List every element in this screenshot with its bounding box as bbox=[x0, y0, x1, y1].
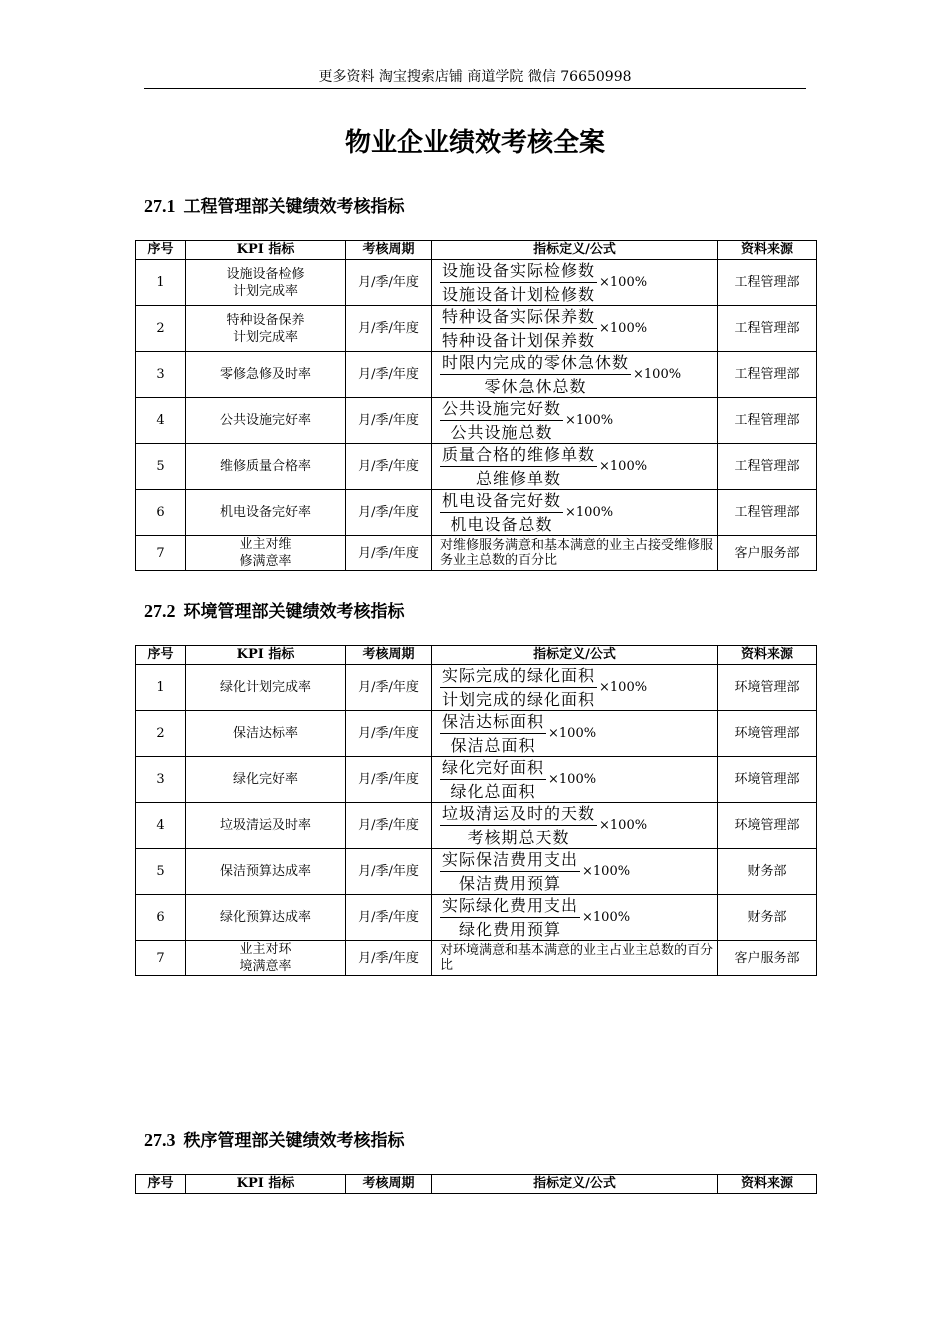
formula-multiplier: ×100% bbox=[565, 505, 614, 520]
formula bbox=[432, 490, 717, 535]
formula bbox=[432, 260, 717, 305]
row-number: 3 bbox=[136, 757, 186, 803]
formula bbox=[432, 803, 717, 848]
fraction bbox=[440, 490, 563, 535]
review-period: 月/季/年度 bbox=[346, 444, 432, 490]
formula-multiplier: ×100% bbox=[599, 680, 648, 695]
data-source: 客户服务部 bbox=[718, 536, 817, 571]
row-number: 2 bbox=[136, 711, 186, 757]
header-period: 考核周期 bbox=[346, 646, 432, 665]
table-row bbox=[136, 757, 817, 803]
formula-multiplier: ×100% bbox=[599, 818, 648, 833]
data-source: 工程管理部 bbox=[718, 260, 817, 306]
formula-numerator: 绿化完好面积 bbox=[440, 757, 546, 780]
table-row bbox=[136, 665, 817, 711]
kpi-name: 绿化完好率 bbox=[186, 757, 346, 803]
data-source: 环境管理部 bbox=[718, 665, 817, 711]
formula bbox=[432, 352, 717, 397]
row-number: 7 bbox=[136, 536, 186, 571]
formula-denominator: 特种设备计划保养数 bbox=[442, 331, 596, 350]
definition-formula bbox=[432, 803, 718, 849]
data-source: 环境管理部 bbox=[718, 711, 817, 757]
header-kpi: KPI 指标 bbox=[186, 1175, 346, 1194]
formula-multiplier: ×100% bbox=[548, 772, 597, 787]
header-source: 资料来源 bbox=[718, 241, 817, 260]
table-row bbox=[136, 444, 817, 490]
definition-formula bbox=[432, 444, 718, 490]
kpi-name: 业主对维 修满意率 bbox=[186, 536, 346, 571]
formula-numerator: 垃圾清运及时的天数 bbox=[440, 803, 597, 826]
data-source: 工程管理部 bbox=[718, 306, 817, 352]
formula-denominator: 计划完成的绿化面积 bbox=[442, 690, 596, 709]
formula-numerator: 实际绿化费用支出 bbox=[440, 895, 580, 918]
formula-denominator: 考核期总天数 bbox=[467, 828, 570, 847]
formula-multiplier: ×100% bbox=[565, 413, 614, 428]
formula-numerator: 特种设备实际保养数 bbox=[440, 306, 597, 329]
fraction bbox=[440, 260, 597, 305]
kpi-table-engineering bbox=[135, 240, 817, 571]
fraction bbox=[440, 757, 546, 802]
fraction bbox=[440, 849, 580, 894]
kpi-name: 机电设备完好率 bbox=[186, 490, 346, 536]
review-period: 月/季/年度 bbox=[346, 849, 432, 895]
table-row bbox=[136, 895, 817, 941]
section-title: 秩序管理部关键绩效考核指标 bbox=[183, 1131, 405, 1151]
section-number: 27.2 bbox=[144, 601, 176, 621]
table-header-row bbox=[136, 1175, 817, 1194]
fraction bbox=[440, 895, 580, 940]
formula bbox=[432, 895, 717, 940]
kpi-name: 公共设施完好率 bbox=[186, 398, 346, 444]
section-number: 27.3 bbox=[144, 1130, 176, 1150]
fraction bbox=[440, 803, 597, 848]
formula-multiplier: ×100% bbox=[599, 459, 648, 474]
table-row bbox=[136, 306, 817, 352]
formula-multiplier: ×100% bbox=[582, 864, 631, 879]
kpi-name: 垃圾清运及时率 bbox=[186, 803, 346, 849]
row-number: 6 bbox=[136, 895, 186, 941]
header-kpi: KPI 指标 bbox=[186, 646, 346, 665]
header-no: 序号 bbox=[136, 646, 186, 665]
table-header-row bbox=[136, 241, 817, 260]
review-period: 月/季/年度 bbox=[346, 260, 432, 306]
fraction bbox=[440, 711, 546, 756]
definition-text: 对维修服务满意和基本满意的业主占接受维修服务业主总数的百分比 bbox=[432, 536, 718, 571]
section-title: 环境管理部关键绩效考核指标 bbox=[183, 602, 405, 622]
formula-numerator: 时限内完成的零休急休数 bbox=[440, 352, 631, 375]
row-number: 5 bbox=[136, 849, 186, 895]
formula-numerator: 机电设备完好数 bbox=[440, 490, 563, 513]
header-period: 考核周期 bbox=[346, 1175, 432, 1194]
header-no: 序号 bbox=[136, 1175, 186, 1194]
definition-formula bbox=[432, 490, 718, 536]
row-number: 6 bbox=[136, 490, 186, 536]
page-header: 更多资料 淘宝搜索店铺 商道学院 微信 76650998 bbox=[318, 69, 632, 85]
definition-text: 对环境满意和基本满意的业主占业主总数的百分比 bbox=[432, 941, 718, 976]
definition-formula bbox=[432, 306, 718, 352]
definition-formula bbox=[432, 352, 718, 398]
fraction bbox=[440, 444, 597, 489]
fraction bbox=[440, 665, 597, 710]
fraction bbox=[440, 398, 563, 443]
data-source: 财务部 bbox=[718, 895, 817, 941]
section-title: 工程管理部关键绩效考核指标 bbox=[183, 197, 405, 217]
kpi-name: 维修质量合格率 bbox=[186, 444, 346, 490]
formula-denominator: 保洁总面积 bbox=[450, 736, 536, 755]
header-source: 资料来源 bbox=[718, 1175, 817, 1194]
formula-denominator: 机电设备总数 bbox=[450, 515, 553, 534]
formula bbox=[432, 398, 717, 443]
review-period: 月/季/年度 bbox=[346, 398, 432, 444]
formula bbox=[432, 665, 717, 710]
data-source: 工程管理部 bbox=[718, 398, 817, 444]
formula-denominator: 绿化总面积 bbox=[450, 782, 536, 801]
kpi-name: 保洁预算达成率 bbox=[186, 849, 346, 895]
review-period: 月/季/年度 bbox=[346, 352, 432, 398]
formula-numerator: 质量合格的维修单数 bbox=[440, 444, 597, 467]
formula-multiplier: ×100% bbox=[582, 910, 631, 925]
formula-numerator: 设施设备实际检修数 bbox=[440, 260, 597, 283]
formula-denominator: 总维修单数 bbox=[476, 469, 562, 488]
review-period: 月/季/年度 bbox=[346, 536, 432, 571]
kpi-table-order bbox=[135, 1174, 817, 1194]
definition-formula bbox=[432, 849, 718, 895]
formula-denominator: 公共设施总数 bbox=[450, 423, 553, 442]
table-row bbox=[136, 490, 817, 536]
kpi-name: 设施设备检修 计划完成率 bbox=[186, 260, 346, 306]
formula bbox=[432, 849, 717, 894]
table-row bbox=[136, 849, 817, 895]
review-period: 月/季/年度 bbox=[346, 306, 432, 352]
header-no: 序号 bbox=[136, 241, 186, 260]
row-number: 3 bbox=[136, 352, 186, 398]
table-row bbox=[136, 260, 817, 306]
header-definition: 指标定义/公式 bbox=[432, 1175, 718, 1194]
review-period: 月/季/年度 bbox=[346, 803, 432, 849]
formula-numerator: 保洁达标面积 bbox=[440, 711, 546, 734]
review-period: 月/季/年度 bbox=[346, 665, 432, 711]
section-heading-27-3 bbox=[144, 1126, 405, 1151]
data-source: 工程管理部 bbox=[718, 490, 817, 536]
data-source: 环境管理部 bbox=[718, 757, 817, 803]
formula-denominator: 设施设备计划检修数 bbox=[442, 285, 596, 304]
definition-formula bbox=[432, 398, 718, 444]
row-number: 1 bbox=[136, 665, 186, 711]
definition-formula bbox=[432, 260, 718, 306]
fraction bbox=[440, 352, 631, 397]
header-period: 考核周期 bbox=[346, 241, 432, 260]
table-row bbox=[136, 711, 817, 757]
data-source: 工程管理部 bbox=[718, 352, 817, 398]
row-number: 7 bbox=[136, 941, 186, 976]
kpi-name: 特种设备保养 计划完成率 bbox=[186, 306, 346, 352]
table-row bbox=[136, 398, 817, 444]
data-source: 环境管理部 bbox=[718, 803, 817, 849]
formula-multiplier: ×100% bbox=[633, 367, 682, 382]
header-definition: 指标定义/公式 bbox=[432, 646, 718, 665]
table-header-row bbox=[136, 646, 817, 665]
data-source: 客户服务部 bbox=[718, 941, 817, 976]
table-row bbox=[136, 941, 817, 976]
kpi-table-environment bbox=[135, 645, 817, 976]
data-source: 工程管理部 bbox=[718, 444, 817, 490]
kpi-name: 绿化预算达成率 bbox=[186, 895, 346, 941]
header-definition: 指标定义/公式 bbox=[432, 241, 718, 260]
formula-numerator: 实际保洁费用支出 bbox=[440, 849, 580, 872]
formula bbox=[432, 306, 717, 351]
table-row bbox=[136, 803, 817, 849]
section-heading-27-1 bbox=[144, 192, 405, 217]
formula-denominator: 保洁费用预算 bbox=[459, 874, 562, 893]
formula-numerator: 实际完成的绿化面积 bbox=[440, 665, 597, 688]
document-title: 物业企业绩效考核全案 bbox=[344, 128, 605, 158]
fraction bbox=[440, 306, 597, 351]
definition-formula bbox=[432, 711, 718, 757]
formula-multiplier: ×100% bbox=[599, 275, 648, 290]
formula-numerator: 公共设施完好数 bbox=[440, 398, 563, 421]
formula bbox=[432, 444, 717, 489]
formula-multiplier: ×100% bbox=[548, 726, 597, 741]
review-period: 月/季/年度 bbox=[346, 757, 432, 803]
review-period: 月/季/年度 bbox=[346, 895, 432, 941]
section-number: 27.1 bbox=[144, 196, 176, 216]
table-row bbox=[136, 352, 817, 398]
row-number: 4 bbox=[136, 398, 186, 444]
review-period: 月/季/年度 bbox=[346, 711, 432, 757]
formula-denominator: 零休急休总数 bbox=[484, 377, 587, 396]
data-source: 财务部 bbox=[718, 849, 817, 895]
kpi-name: 绿化计划完成率 bbox=[186, 665, 346, 711]
header-rule bbox=[144, 88, 806, 89]
header-source: 资料来源 bbox=[718, 646, 817, 665]
review-period: 月/季/年度 bbox=[346, 941, 432, 976]
review-period: 月/季/年度 bbox=[346, 490, 432, 536]
formula-multiplier: ×100% bbox=[599, 321, 648, 336]
formula bbox=[432, 757, 717, 802]
definition-formula bbox=[432, 895, 718, 941]
row-number: 4 bbox=[136, 803, 186, 849]
header-kpi: KPI 指标 bbox=[186, 241, 346, 260]
kpi-name: 业主对环 境满意率 bbox=[186, 941, 346, 976]
table-row bbox=[136, 536, 817, 571]
section-heading-27-2 bbox=[144, 597, 405, 622]
formula bbox=[432, 711, 717, 756]
definition-formula bbox=[432, 665, 718, 711]
row-number: 1 bbox=[136, 260, 186, 306]
kpi-name: 零修急修及时率 bbox=[186, 352, 346, 398]
row-number: 2 bbox=[136, 306, 186, 352]
definition-formula bbox=[432, 757, 718, 803]
formula-denominator: 绿化费用预算 bbox=[459, 920, 562, 939]
row-number: 5 bbox=[136, 444, 186, 490]
kpi-name: 保洁达标率 bbox=[186, 711, 346, 757]
